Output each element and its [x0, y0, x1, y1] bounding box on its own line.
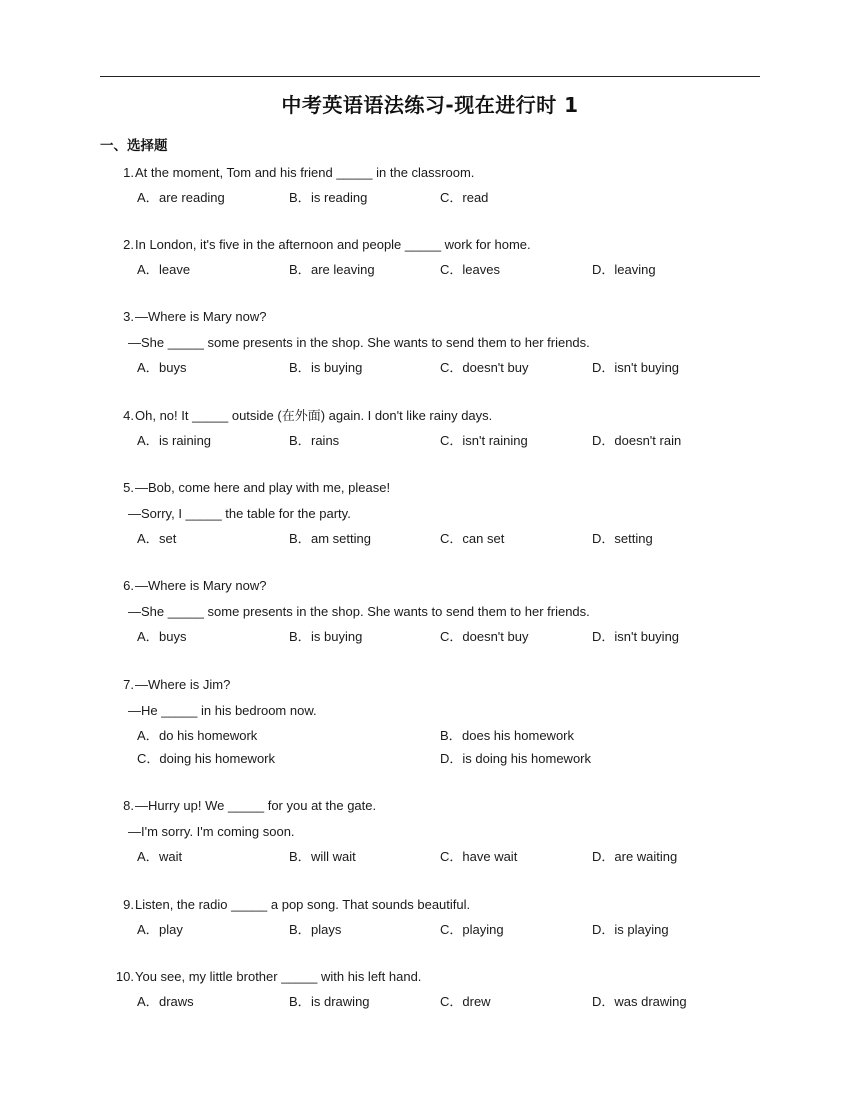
option-letter: B．: [289, 262, 311, 277]
option-text: doesn't buy: [462, 629, 529, 644]
option-text: buys: [159, 360, 187, 375]
question-text: —Where is Mary now?: [135, 309, 267, 324]
answer-option[interactable]: [289, 186, 367, 210]
answer-option[interactable]: [440, 724, 574, 747]
option-letter: A．: [137, 531, 159, 546]
option-row: [100, 625, 760, 649]
answer-option[interactable]: [592, 918, 669, 942]
question-line: [100, 160, 760, 186]
question-item: [100, 403, 760, 453]
question-text: —Bob, come here and play with me, please!: [135, 480, 391, 495]
option-text: have wait: [462, 849, 518, 864]
question-item: [100, 475, 760, 551]
option-text: playing: [462, 922, 504, 937]
option-letter: A．: [137, 629, 159, 644]
option-text: are reading: [159, 190, 225, 205]
question-line: [100, 892, 760, 918]
option-letter: C．: [137, 751, 160, 766]
answer-option[interactable]: [137, 918, 183, 942]
option-letter: C．: [440, 922, 463, 937]
option-text: plays: [311, 922, 342, 937]
option-text: rains: [311, 433, 340, 448]
question-number: 8.: [123, 798, 134, 813]
question-line: [100, 232, 760, 258]
option-letter: B．: [289, 531, 311, 546]
question-item: [100, 793, 760, 869]
option-text: setting: [614, 531, 653, 546]
answer-option[interactable]: [289, 258, 375, 282]
option-text: draws: [159, 994, 194, 1009]
option-letter: A．: [137, 728, 159, 743]
option-letter: B．: [289, 629, 311, 644]
answer-option[interactable]: [440, 747, 591, 770]
option-letter: D．: [592, 433, 615, 448]
answer-option[interactable]: [440, 990, 491, 1014]
option-letter: B．: [289, 922, 311, 937]
option-text: are leaving: [311, 262, 375, 277]
option-text: is reading: [311, 190, 368, 205]
question-number: 7.: [123, 677, 134, 692]
answer-option[interactable]: [440, 845, 517, 869]
option-letter: C．: [440, 994, 463, 1009]
answer-option[interactable]: [592, 429, 681, 453]
answer-option[interactable]: [592, 356, 679, 380]
answer-option[interactable]: [137, 845, 182, 869]
option-letter: B．: [440, 728, 462, 743]
option-row: [100, 527, 760, 551]
option-letter: C．: [440, 433, 463, 448]
option-text: doesn't rain: [614, 433, 682, 448]
option-text: can set: [462, 531, 505, 546]
question-item: [100, 672, 760, 770]
option-text: does his homework: [462, 728, 574, 743]
option-letter: D．: [592, 922, 615, 937]
question-number: 2.: [123, 237, 134, 252]
answer-option[interactable]: [137, 429, 211, 453]
option-letter: B．: [289, 360, 311, 375]
question-number: 10.: [115, 969, 134, 984]
question-text: —She _____ some presents in the shop. She wants to send them to her friends.: [128, 335, 590, 350]
answer-option[interactable]: [440, 527, 504, 551]
answer-option[interactable]: [592, 990, 687, 1014]
section-heading: 一、选择题: [100, 138, 168, 154]
question-line: [100, 819, 760, 845]
option-text: is drawing: [311, 994, 370, 1009]
option-letter: C．: [440, 360, 463, 375]
question-line: [100, 599, 760, 625]
option-text: am setting: [311, 531, 371, 546]
option-text: leaving: [614, 262, 656, 277]
option-letter: C．: [440, 629, 463, 644]
answer-option[interactable]: [440, 429, 528, 453]
option-row: [100, 429, 760, 453]
option-letter: D．: [592, 629, 615, 644]
option-row: [100, 186, 760, 210]
question-text: At the moment, Tom and his friend _____ in the classroom.: [135, 165, 475, 180]
answer-option[interactable]: [137, 625, 186, 649]
answer-option[interactable]: [137, 724, 257, 747]
question-line: [100, 573, 760, 599]
option-letter: A．: [137, 433, 159, 448]
option-text: set: [159, 531, 177, 546]
option-text: read: [462, 190, 489, 205]
option-letter: C．: [440, 190, 463, 205]
question-text: In London, it's five in the afternoon and people _____ work for home.: [135, 237, 531, 252]
answer-option[interactable]: [289, 918, 341, 942]
answer-option[interactable]: [137, 186, 225, 210]
option-letter: D．: [592, 531, 615, 546]
question-text: —Hurry up! We _____ for you at the gate.: [135, 798, 377, 813]
question-item: [100, 964, 760, 1014]
option-row: [100, 845, 760, 869]
option-letter: D．: [592, 262, 615, 277]
question-line: [100, 475, 760, 501]
option-letter: A．: [137, 849, 159, 864]
option-text: is buying: [311, 629, 363, 644]
question-item: [100, 232, 760, 282]
answer-option[interactable]: [137, 747, 275, 770]
question-number: 4.: [123, 408, 134, 423]
question-item: [100, 892, 760, 942]
question-text: —Sorry, I _____ the table for the party.: [128, 506, 351, 521]
answer-option[interactable]: [137, 258, 190, 282]
question-text: —Where is Jim?: [135, 677, 231, 692]
answer-option[interactable]: [440, 258, 500, 282]
option-text: is buying: [311, 360, 363, 375]
header-rule: [100, 76, 760, 77]
question-text: Oh, no! It _____ outside (在外面) again. I don't like rainy days.: [135, 408, 493, 423]
answer-option[interactable]: [440, 356, 528, 380]
option-row: [100, 918, 760, 942]
option-row: [100, 258, 760, 282]
option-letter: A．: [137, 360, 159, 375]
option-text: leaves: [462, 262, 500, 277]
answer-option[interactable]: [440, 186, 488, 210]
question-text: —Where is Mary now?: [135, 578, 267, 593]
option-text: isn't buying: [614, 360, 680, 375]
question-line: [100, 330, 760, 356]
option-letter: C．: [440, 531, 463, 546]
option-text: is playing: [614, 922, 669, 937]
option-letter: A．: [137, 262, 159, 277]
question-number: 5.: [123, 480, 134, 495]
option-text: is raining: [159, 433, 212, 448]
question-line: [100, 698, 760, 724]
question-text: Listen, the radio _____ a pop song. That sounds beautiful.: [135, 897, 471, 912]
question-text: —I'm sorry. I'm coming soon.: [128, 824, 295, 839]
question-item: [100, 304, 760, 380]
answer-option[interactable]: [289, 429, 339, 453]
option-text: doing his homework: [159, 751, 276, 766]
option-text: was drawing: [614, 994, 687, 1009]
option-text: doesn't buy: [462, 360, 529, 375]
answer-option[interactable]: [592, 527, 653, 551]
option-text: do his homework: [159, 728, 258, 743]
answer-option[interactable]: [592, 845, 677, 869]
answer-option[interactable]: [289, 625, 362, 649]
answer-option[interactable]: [137, 990, 194, 1014]
option-letter: B．: [289, 433, 311, 448]
question-text: —She _____ some presents in the shop. She wants to send them to her friends.: [128, 604, 590, 619]
question-line: [100, 501, 760, 527]
option-letter: A．: [137, 922, 159, 937]
question-number: 3.: [123, 309, 134, 324]
answer-option[interactable]: [592, 258, 656, 282]
option-letter: A．: [137, 994, 159, 1009]
option-letter: D．: [592, 849, 615, 864]
option-letter: C．: [440, 262, 463, 277]
answer-option[interactable]: [137, 527, 176, 551]
option-letter: D．: [592, 994, 615, 1009]
question-text: You see, my little brother _____ with his left hand.: [135, 969, 422, 984]
answer-option[interactable]: [440, 625, 528, 649]
question-line: [100, 403, 760, 429]
question-line: [100, 793, 760, 819]
answer-option[interactable]: [137, 356, 186, 380]
option-letter: C．: [440, 849, 463, 864]
option-text: are waiting: [614, 849, 678, 864]
option-text: play: [159, 922, 183, 937]
question-number: 9.: [123, 897, 134, 912]
question-number: 1.: [123, 165, 134, 180]
page-title: 中考英语语法练习-现在进行时 1: [281, 93, 579, 117]
question-text: —He _____ in his bedroom now.: [128, 703, 317, 718]
option-text: buys: [159, 629, 187, 644]
option-letter: B．: [289, 994, 311, 1009]
question-line: [100, 304, 760, 330]
option-letter: D．: [592, 360, 615, 375]
question-number: 6.: [123, 578, 134, 593]
answer-option[interactable]: [289, 527, 371, 551]
option-letter: B．: [289, 849, 311, 864]
option-text: is doing his homework: [462, 751, 592, 766]
option-text: isn't raining: [462, 433, 528, 448]
answer-option[interactable]: [592, 625, 679, 649]
option-row: [100, 990, 760, 1014]
option-text: will wait: [311, 849, 356, 864]
option-row: [100, 724, 760, 747]
option-row: [100, 747, 760, 770]
question-item: [100, 160, 760, 210]
question-item: [100, 573, 760, 649]
option-text: leave: [159, 262, 191, 277]
answer-option[interactable]: [289, 845, 356, 869]
option-letter: A．: [137, 190, 159, 205]
option-text: drew: [462, 994, 491, 1009]
answer-option[interactable]: [289, 356, 362, 380]
option-text: wait: [159, 849, 183, 864]
option-text: isn't buying: [614, 629, 680, 644]
option-letter: B．: [289, 190, 311, 205]
answer-option[interactable]: [289, 990, 370, 1014]
question-line: [100, 672, 760, 698]
option-letter: D．: [440, 751, 463, 766]
answer-option[interactable]: [440, 918, 504, 942]
option-row: [100, 356, 760, 380]
question-line: [100, 964, 760, 990]
